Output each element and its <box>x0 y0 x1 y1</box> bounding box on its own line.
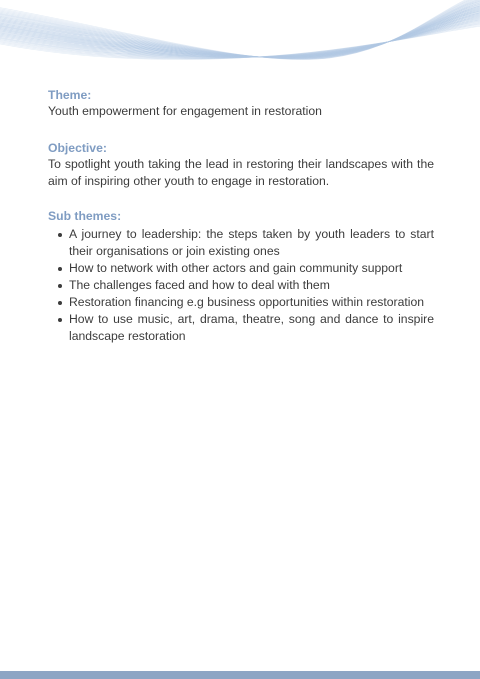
document-content <box>48 87 434 365</box>
theme-text: Youth empowerment for engagement in restoration <box>48 104 322 118</box>
list-item <box>48 311 434 345</box>
bullet-icon <box>58 233 62 237</box>
bullet-icon <box>58 284 62 288</box>
objective-heading: Objective: <box>48 141 107 155</box>
sub-themes-section <box>48 208 434 345</box>
objective-section <box>48 140 434 190</box>
list-item <box>48 294 434 311</box>
objective-text: To spotlight youth taking the lead in restoring their landscapes with the aim of inspiring other youth to engage in restoration. <box>48 157 434 188</box>
wave-decoration <box>0 0 480 80</box>
list-item-text: A journey to leadership: the steps taken by youth leaders to start their organisations or join existing ones <box>69 227 434 258</box>
sub-themes-heading: Sub themes: <box>48 209 122 223</box>
footer-bar <box>0 671 480 679</box>
bullet-icon <box>58 318 62 322</box>
bullet-icon <box>58 267 62 271</box>
theme-heading: Theme: <box>48 88 92 102</box>
list-item <box>48 277 434 294</box>
sub-themes-list <box>48 226 434 345</box>
list-item <box>48 226 434 260</box>
list-item-text: Restoration financing e.g business opportunities within restoration <box>69 295 424 309</box>
theme-section <box>48 87 434 120</box>
list-item-text: The challenges faced and how to deal with them <box>69 278 330 292</box>
list-item <box>48 260 434 277</box>
list-item-text: How to use music, art, drama, theatre, song and dance to inspire landscape restoration <box>69 312 434 343</box>
list-item-text: How to network with other actors and gain community support <box>69 261 403 275</box>
bullet-icon <box>58 301 62 305</box>
wave-line <box>0 0 480 58</box>
